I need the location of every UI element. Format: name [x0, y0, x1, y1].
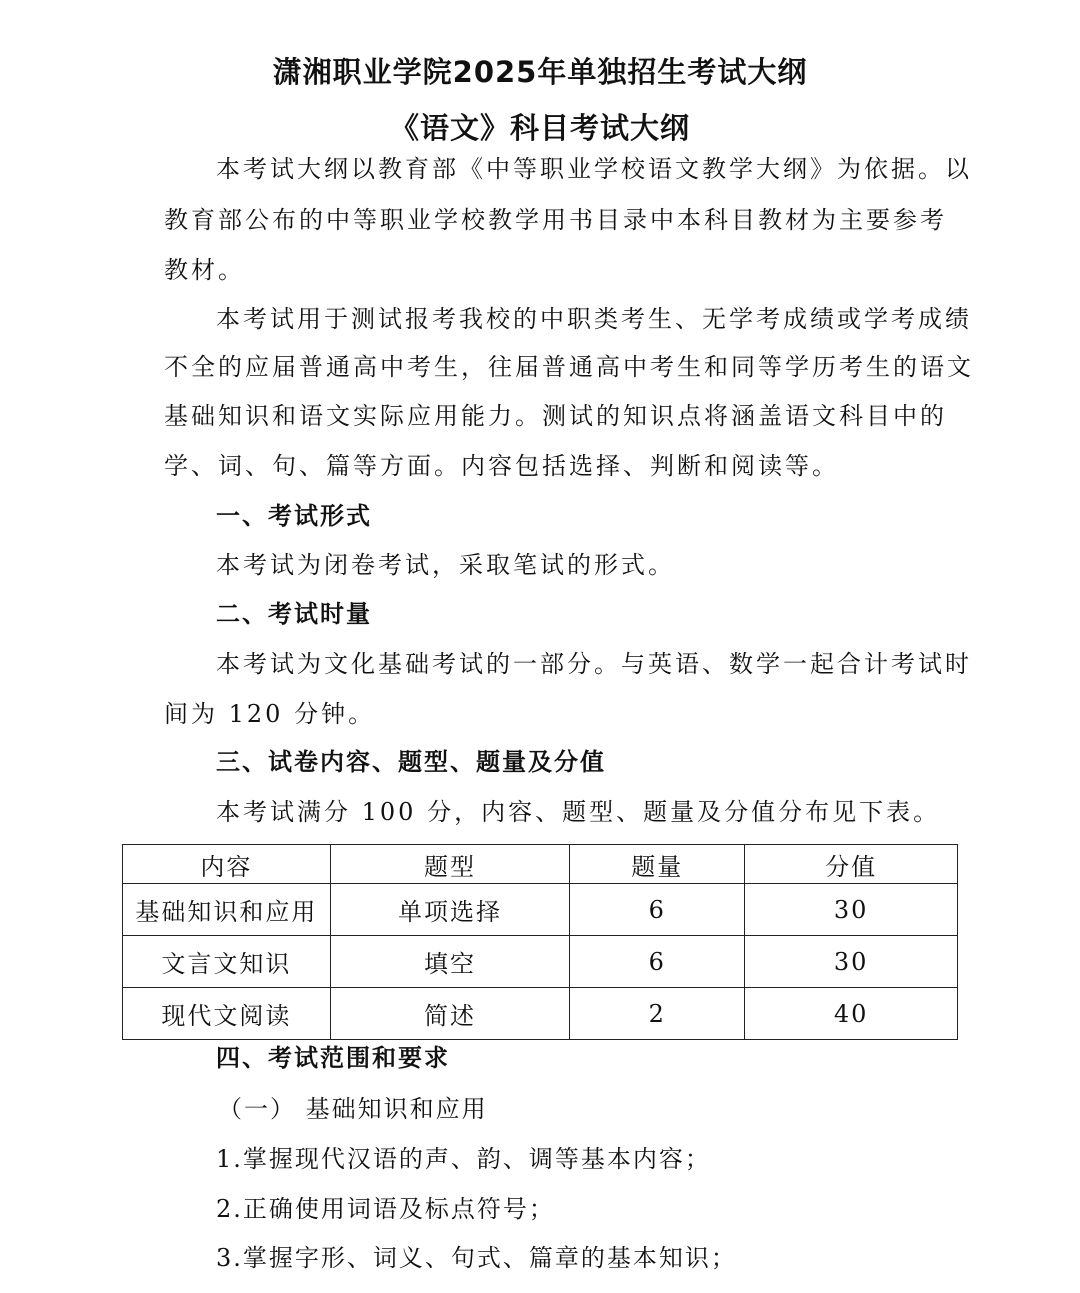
section-1-heading: 一、考试形式 — [216, 502, 372, 530]
score-table — [122, 844, 958, 1040]
document-title: 潇湘职业学院2025年单独招生考试大纲 — [272, 55, 808, 89]
intro-p2-line-2: 不全的应届普通高中考生，往届普通高中考生和同等学历考生的语文 — [164, 353, 974, 381]
section-4-item-1: 1.掌握现代汉语的声、韵、调等基本内容； — [216, 1145, 711, 1173]
section-3-text: 本考试满分 100 分，内容、题型、题量及分值分布见下表。 — [216, 798, 941, 826]
section-4-item-3: 3.掌握字形、词义、句式、篇章的基本知识； — [216, 1244, 737, 1272]
table-header-cell: 分值 — [745, 845, 958, 884]
table-cell: 基础知识和应用 — [123, 884, 331, 936]
document-subtitle: 《语文》科目考试大纲 — [389, 111, 690, 145]
table-cell: 6 — [570, 936, 745, 988]
intro-p1-line-3: 教材。 — [164, 256, 245, 284]
intro-p1-line-2: 教育部公布的中等职业学校教学用书目录中本科目教材为主要参考 — [164, 206, 947, 234]
table-cell: 2 — [570, 988, 745, 1040]
section-4-heading: 四、考试范围和要求 — [216, 1044, 450, 1072]
table-header-cell: 题量 — [570, 845, 745, 884]
table-cell: 30 — [745, 884, 958, 936]
intro-p1-line-1: 本考试大纲以教育部《中等职业学校语文教学大纲》为依据。以 — [216, 155, 972, 183]
table-row — [123, 988, 958, 1040]
section-4-item-2: 2.正确使用词语及标点符号； — [216, 1195, 555, 1223]
table-header-cell: 题型 — [330, 845, 570, 884]
table-cell: 简述 — [330, 988, 570, 1040]
section-3-heading: 三、试卷内容、题型、题量及分值 — [216, 748, 606, 776]
table-header-cell: 内容 — [123, 845, 331, 884]
table-row — [123, 936, 958, 988]
table-cell: 文言文知识 — [123, 936, 331, 988]
section-1-text: 本考试为闭卷考试，采取笔试的形式。 — [216, 551, 675, 579]
intro-p2-line-3: 基础知识和语文实际应用能力。测试的知识点将涵盖语文科目中的 — [164, 402, 947, 430]
section-2-line-1: 本考试为文化基础考试的一部分。与英语、数学一起合计考试时 — [216, 650, 972, 678]
intro-p2-line-4: 学、词、句、篇等方面。内容包括选择、判断和阅读等。 — [164, 452, 839, 480]
table-cell: 填空 — [330, 936, 570, 988]
table-cell: 40 — [745, 988, 958, 1040]
section-4-subheading: （一） 基础知识和应用 — [218, 1095, 488, 1123]
table-header-row — [123, 845, 958, 884]
table-cell: 6 — [570, 884, 745, 936]
table-cell: 单项选择 — [330, 884, 570, 936]
section-2-line-2: 间为 120 分钟。 — [164, 700, 376, 728]
table-cell: 现代文阅读 — [123, 988, 331, 1040]
section-2-heading: 二、考试时量 — [216, 600, 372, 628]
intro-p2-line-1: 本考试用于测试报考我校的中职类考生、无学考成绩或学考成绩 — [216, 305, 972, 333]
table-row — [123, 884, 958, 936]
table-cell: 30 — [745, 936, 958, 988]
